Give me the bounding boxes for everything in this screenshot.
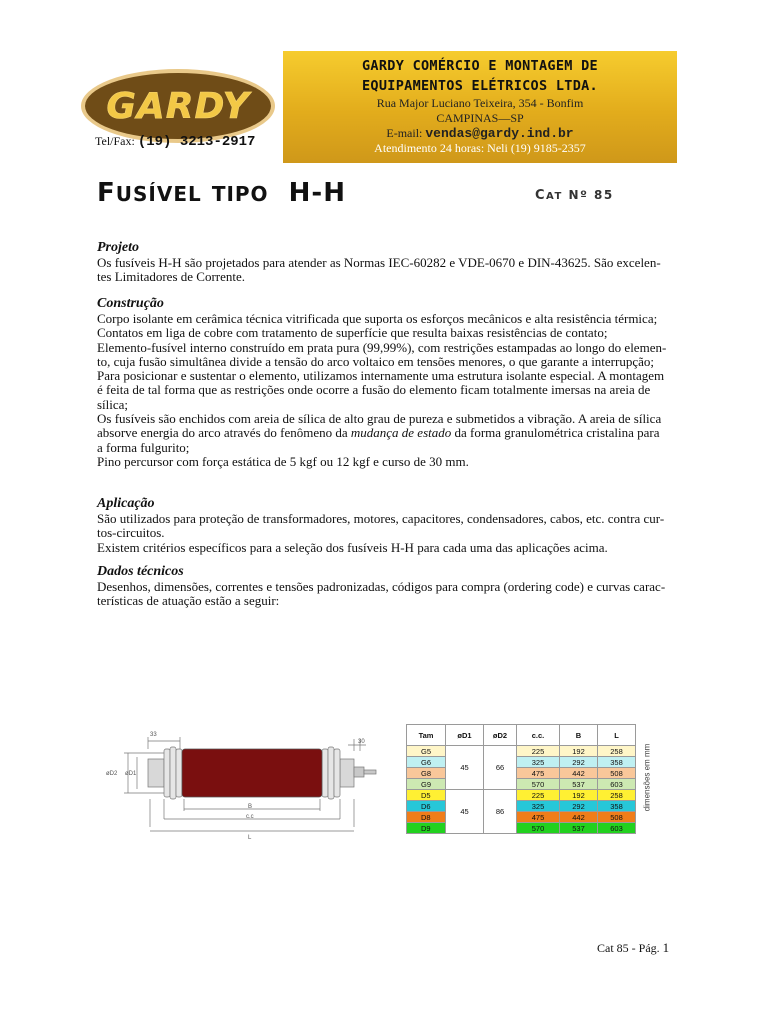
cell-b: 192 <box>560 746 598 757</box>
units-note: dimensões em mm <box>642 743 652 812</box>
email-link[interactable]: vendas@gardy.ind.br <box>425 126 574 141</box>
cell-l: 603 <box>598 779 636 790</box>
table-header-row <box>407 725 636 746</box>
header-tam: Tam <box>407 725 446 746</box>
dim-33-label: 33 <box>150 732 157 738</box>
cell-tam: D8 <box>407 812 446 823</box>
dim-d2-label: øD2 <box>106 771 118 777</box>
header-cc: c.c. <box>517 725 560 746</box>
cell-d1: 45 <box>446 746 484 790</box>
catalog-number: CAT Nº 85 <box>535 188 614 203</box>
cell-tam: G6 <box>407 757 446 768</box>
section-heading: Construção <box>97 296 164 311</box>
cell-l: 258 <box>598 746 636 757</box>
cell-cc: 570 <box>517 779 560 790</box>
cell-d1: 45 <box>446 790 484 834</box>
fuse-body <box>182 749 322 797</box>
cell-b: 442 <box>560 768 598 779</box>
attendance-info: Atendimento 24 horas: Neli (19) 9185-2357 <box>374 141 586 155</box>
company-name-line2: EQUIPAMENTOS ELÉTRICOS LTDA. <box>362 78 598 94</box>
svg-text:GARDY: GARDY <box>106 86 250 127</box>
cell-b: 537 <box>560 779 598 790</box>
tel-label: Tel/Fax: <box>95 134 135 148</box>
section-construcao: Construção Corpo isolante em cerâmica técnica vitrificada que suporta os esforços mecânicos e alta resistência térmica; Contatos em liga de cobre com tratamento de superfície que resulta baixas resistências de contato; Elemento-fusível interno construído em prata pura (99,99%), com restrições estampadas ao longo do elemen- to, cuja fusão simultânea divide a tensão do arco voltaico em tensões menores, o que garante a interrupção; Para posicionar e sustentar o elemento, utilizamos internamente uma estrutura isolante especial. A montagem é feita de tal forma que as restrições onde ocorre a fusão do elemento ficam totalmente imersas na areia de sílica; Os fusíveis são enchidos com areia de sílica de alto grau de pureza e submetidos a vibração. A areia de sílica absorve energia do arco através do fenômeno da mudança de estado da forma granulométrica cristalina para a forma fulgurito; Pino percursor com força estática de 5 kgf ou 12 kgf e curso de 30 mm. <box>97 296 667 469</box>
cell-l: 508 <box>598 812 636 823</box>
cell-l: 358 <box>598 801 636 812</box>
cell-tam: G9 <box>407 779 446 790</box>
table-row <box>407 779 636 790</box>
cell-cc: 325 <box>517 757 560 768</box>
table-row <box>407 801 636 812</box>
cell-l: 508 <box>598 768 636 779</box>
header-d1: øD1 <box>446 725 484 746</box>
section-dados-tecnicos: Dados técnicos Desenhos, dimensões, correntes e tensões padronizadas, códigos para compra (ordering code) e curvas carac- terísticas de atuação estão a seguir: <box>97 564 666 609</box>
cell-cc: 475 <box>517 812 560 823</box>
cell-b: 192 <box>560 790 598 801</box>
cell-d2: 66 <box>484 746 517 790</box>
dimensions-table <box>406 724 636 834</box>
tel-number: (19) 3213-2917 <box>137 134 256 150</box>
cell-cc: 225 <box>517 746 560 757</box>
cell-tam: D9 <box>407 823 446 834</box>
dim-cc-label: c.c <box>246 814 254 820</box>
dim-b-label: B <box>248 804 253 810</box>
company-city: CAMPINAS—SP <box>436 111 524 125</box>
cell-tam: D5 <box>407 790 446 801</box>
header-l: L <box>598 725 636 746</box>
table-row <box>407 812 636 823</box>
table-row <box>407 757 636 768</box>
table-row <box>407 790 636 801</box>
cell-cc: 225 <box>517 790 560 801</box>
fuse-dimension-drawing <box>100 727 380 845</box>
email-label: E-mail: <box>386 126 423 140</box>
gardy-logo <box>80 68 276 144</box>
cell-b: 292 <box>560 801 598 812</box>
dim-30-label: 30 <box>358 739 365 745</box>
dim-l-label: L <box>248 835 252 841</box>
section-heading: Aplicação <box>97 496 155 511</box>
page-title: FUSÍVEL TIPO H-H <box>97 178 346 208</box>
company-address: Rua Major Luciano Teixeira, 354 - Bonfim <box>376 96 584 110</box>
cell-tam: G8 <box>407 768 446 779</box>
cell-l: 258 <box>598 790 636 801</box>
cell-d2: 86 <box>484 790 517 834</box>
header-b: B <box>560 725 598 746</box>
cell-b: 442 <box>560 812 598 823</box>
cell-tam: G5 <box>407 746 446 757</box>
dim-d1-label: øD1 <box>125 771 137 777</box>
cell-cc: 570 <box>517 823 560 834</box>
company-email-line <box>283 126 677 141</box>
table-row <box>407 823 636 834</box>
cell-tam: D6 <box>407 801 446 812</box>
section-aplicacao: Aplicação São utilizados para proteção de transformadores, motores, capacitores, condensadores, cabos, etc. contra cur- tos-circuitos. Existem critérios específicos para a seleção dos fusíveis H-H para cada uma das aplicações acima. <box>97 496 667 555</box>
cell-cc: 325 <box>517 801 560 812</box>
table-row <box>407 746 636 757</box>
cell-l: 603 <box>598 823 636 834</box>
cell-cc: 475 <box>517 768 560 779</box>
page-footer: Cat 85 - Pág. 1 <box>597 940 670 955</box>
header-d2: øD2 <box>484 725 517 746</box>
section-heading: Dados técnicos <box>97 564 184 579</box>
section-heading: Projeto <box>97 240 139 255</box>
section-projeto: Projeto Os fusíveis H-H são projetados para atender as Normas IEC-60282 e VDE-0670 e DIN-43625. São excelen- tes Limitadores de Corrente. <box>97 240 667 285</box>
company-banner <box>283 51 677 163</box>
tel-fax <box>95 134 255 150</box>
cell-b: 537 <box>560 823 598 834</box>
table-row <box>407 768 636 779</box>
cell-l: 358 <box>598 757 636 768</box>
company-name-line1: GARDY COMÉRCIO E MONTAGEM DE <box>362 58 598 74</box>
cell-b: 292 <box>560 757 598 768</box>
